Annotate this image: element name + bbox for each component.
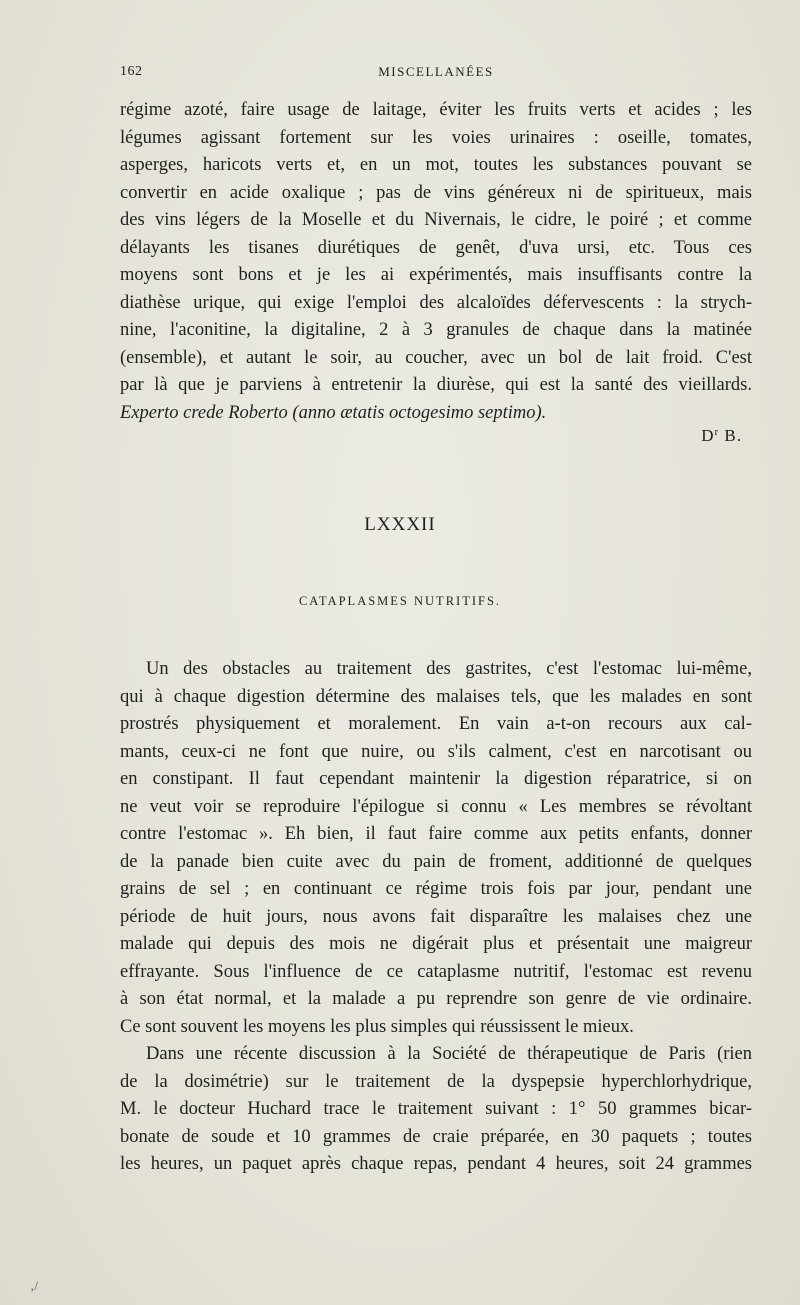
paragraph-diet bbox=[120, 97, 752, 427]
signature-superscript: r bbox=[714, 426, 720, 438]
text-line: Dans une récente discussion à la Société de thérapeutique de Paris (rien bbox=[146, 1044, 752, 1064]
text-line: période de huit jours, nous avons fait disparaître les malaises chez une bbox=[120, 906, 752, 927]
text-line: ne veut voir se reproduire l'épilogue si connu « Les membres se révoltant bbox=[120, 796, 752, 817]
text-line: les heures, un paquet après chaque repas, pendant 4 heures, soit 24 grammes bbox=[120, 1154, 752, 1174]
section-title: CATAPLASMES NUTRITIFS. bbox=[298, 594, 502, 608]
body-text bbox=[120, 656, 752, 1179]
text-line: mants, ceux-ci ne font que nuire, ou s'ils calment, c'est en narcotisant ou bbox=[120, 741, 752, 762]
text-line: (ensemble), et autant le soir, au coucher, avec un bol de lait froid. C'est bbox=[120, 347, 752, 368]
signature-name: B. bbox=[724, 426, 742, 445]
text-line: régime azoté, faire usage de laitage, éviter les fruits verts et acides ; les bbox=[120, 100, 752, 120]
text-line: de la dosimétrie) sur le traitement de la dyspepsie hyperchlorhydrique, bbox=[120, 1071, 752, 1092]
text-line: des vins légers de la Moselle et du Nivernais, le cidre, le poiré ; et comme bbox=[120, 210, 752, 230]
section-number: LXXXII bbox=[364, 514, 436, 535]
running-head: MISCELLANÉES bbox=[378, 64, 494, 79]
text-line: à son état normal, et la malade a pu reprendre son genre de vie ordinaire. bbox=[120, 989, 752, 1009]
page-number: 162 bbox=[120, 64, 143, 79]
text-line: effrayante. Sous l'influence de ce cataplasme nutritif, l'estomac est revenu bbox=[120, 961, 752, 982]
text-line: Un des obstacles au traitement des gastrites, c'est l'estomac lui-même, bbox=[146, 659, 752, 679]
text-line: délayants les tisanes diurétiques de genêt, d'uva ursi, etc. Tous ces bbox=[120, 237, 752, 258]
text-line: de la panade bien cuite avec du pain de froment, additionné de quelques bbox=[120, 851, 752, 872]
corner-mark: ‚/ bbox=[30, 1278, 38, 1293]
text-line: Ce sont souvent les moyens les plus simples qui réussissent le mieux. bbox=[120, 1016, 634, 1037]
author-signature bbox=[701, 426, 742, 446]
latin-quote: Experto crede Roberto (anno ætatis octogesimo septimo). bbox=[120, 402, 547, 423]
text-line: asperges, haricots verts et, en un mot, toutes les substances pouvant se bbox=[120, 155, 752, 175]
text-line: convertir en acide oxalique ; pas de vins généreux ni de spiritueux, mais bbox=[120, 182, 752, 203]
text-line: en constipant. Il faut cependant maintenir la digestion réparatrice, si on bbox=[120, 769, 752, 789]
text-line: contre l'estomac ». Eh bien, il faut faire comme aux petits enfants, donner bbox=[120, 824, 752, 844]
text-line: malade qui depuis des mois ne digérait plus et présentait une maigreur bbox=[120, 934, 752, 954]
page-header bbox=[120, 64, 752, 86]
text-line: bonate de soude et 10 grammes de craie préparée, en 30 paquets ; toutes bbox=[120, 1126, 752, 1147]
text-line: qui à chaque digestion détermine des malaises tels, que les malades en sont bbox=[120, 686, 752, 707]
text-line: grains de sel ; en continuant ce régime trois fois par jour, pendant une bbox=[120, 879, 752, 899]
text-line: prostrés physiquement et moralement. En vain a-t-on recours aux cal- bbox=[120, 714, 752, 734]
text-line: nine, l'aconitine, la digitaline, 2 à 3 granules de chaque dans la matinée bbox=[120, 320, 752, 340]
text-line: par là que je parviens à entretenir la diurèse, qui est la santé des vieillards. bbox=[120, 375, 752, 395]
text-line: M. le docteur Huchard trace le traitement suivant : 1° 50 grammes bicar- bbox=[120, 1099, 752, 1119]
signature-prefix: D bbox=[701, 426, 715, 445]
text-line: moyens sont bons et je les ai expérimentés, mais insuffisants contre la bbox=[120, 265, 752, 285]
text-line: diathèse urique, qui exige l'emploi des alcaloïdes défervescents : la strych- bbox=[120, 292, 752, 313]
text-line: légumes agissant fortement sur les voies urinaires : oseille, tomates, bbox=[120, 127, 752, 148]
